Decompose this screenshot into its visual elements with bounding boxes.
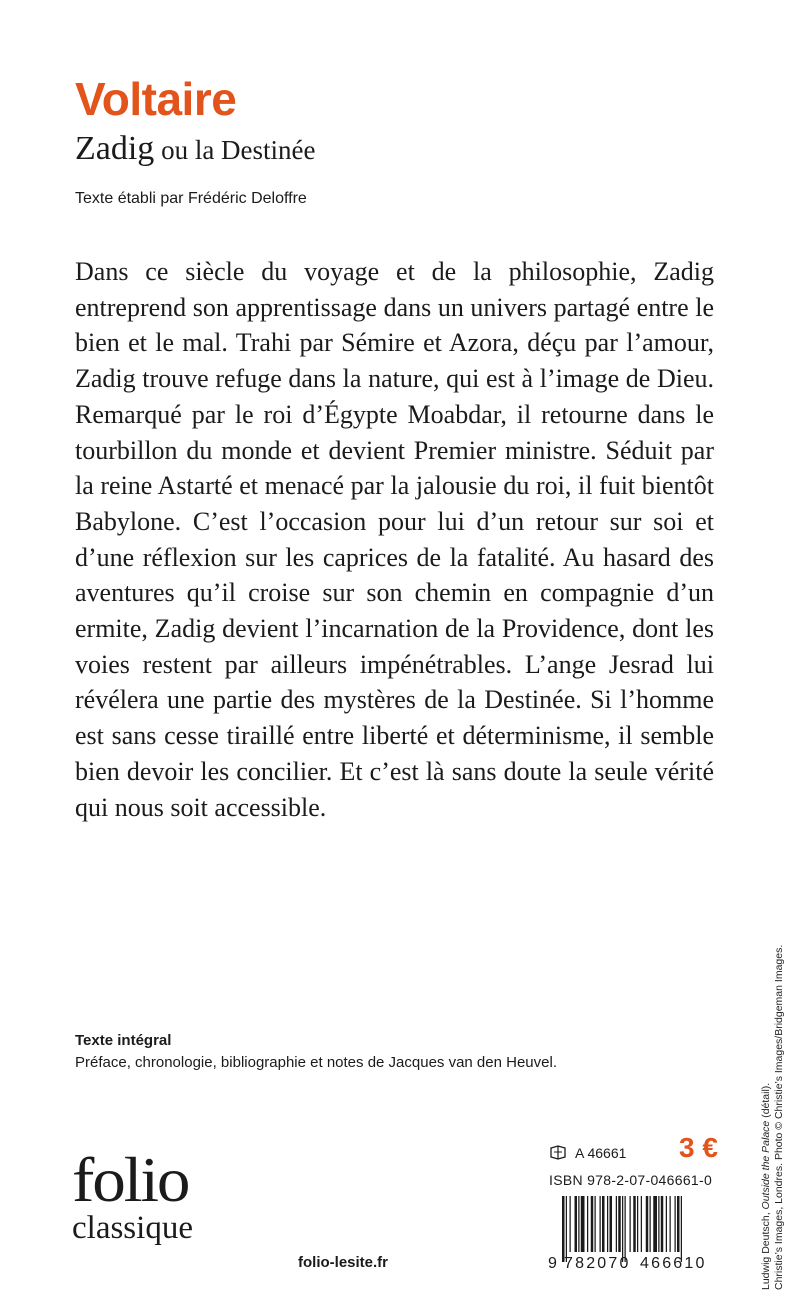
barcode-bar <box>675 1196 676 1252</box>
credit-line-1-italic: Outside the Palace <box>760 1120 772 1210</box>
barcode-bar <box>575 1196 578 1252</box>
image-credit <box>760 945 786 1290</box>
barcode-bar <box>646 1196 649 1252</box>
barcode-bar <box>670 1196 671 1252</box>
credit-line-1 <box>760 945 773 1290</box>
back-cover-blurb: Dans ce siècle du voyage et de la philosophie, Zadig entreprend son apprentissage dans un univers partagé entre le bien et le mal. Trahi par Sémire et Azora, déçu par l’amour, Zadig trouve refuge dans la nature, qui est à l’image de Dieu. Remarqué par le roi d’Égypte Moabdar, il retourne dans le tourbillon du monde et devient Premier ministre. Séduit par la reine Astarté et menacé par la jalousie du roi, il fuit bientôt Babylone. C’est l’occasion pour lui d’un retour sur soi et d’une réflexion sur les caprices de la fatalité. Au hasard des aventures qu’il croise sur son chemin en compagnie d’un ermite, Zadig devient l’incarnation de la Providence, dont les voies restent par ailleurs impénétrables. L’ange Jesrad lui révélera une partie des mystères de la Destinée. Si l’homme est sans cesse tiraillé entre liberté et déterminisme, il semble bien devoir les concilier. Et c’est là sans doute la seule vérité qui nous soit accessible. <box>75 257 714 822</box>
barcode-bar <box>677 1196 680 1252</box>
credit-line-1-a: Ludwig Deutsch, <box>760 1209 772 1290</box>
barcode-bar <box>658 1196 659 1252</box>
barcode-bars <box>562 1196 682 1262</box>
title-rest: ou la Destinée <box>154 135 316 165</box>
barcode-bar <box>591 1196 594 1252</box>
price: 3 € <box>679 1132 718 1163</box>
barcode-bar <box>681 1196 682 1262</box>
barcode-bar <box>618 1196 621 1252</box>
barcode-bar <box>610 1196 613 1252</box>
barcode-bar <box>661 1196 664 1252</box>
catalog-code: A 46661 <box>575 1145 627 1161</box>
barcode-bar <box>562 1196 565 1262</box>
catalog-code-row <box>549 1145 626 1161</box>
barcode-bar <box>622 1196 623 1262</box>
barcode-bar <box>666 1196 667 1252</box>
barcode-bar <box>578 1196 579 1252</box>
barcode-bar <box>637 1196 638 1252</box>
barcode-bar <box>625 1196 626 1262</box>
isbn: ISBN 978-2-07-046661-0 <box>549 1172 713 1188</box>
barcode-bar <box>581 1196 585 1252</box>
apparatus-line: Préface, chronologie, bibliographie et notes de Jacques van den Heuvel. <box>75 1054 557 1071</box>
title-main: Zadig <box>75 130 155 167</box>
barcode-bar <box>641 1196 642 1252</box>
barcode-bar <box>630 1196 631 1252</box>
isbn-barcode <box>548 1196 718 1272</box>
barcode-bar <box>633 1196 636 1252</box>
full-text-label: Texte intégral <box>75 1032 172 1049</box>
folio-classique-logo <box>72 1144 193 1248</box>
folio-book-symbol-icon <box>549 1145 567 1161</box>
barcode-bar <box>653 1196 657 1252</box>
credit-line-1-b: (détail). <box>760 1082 772 1121</box>
logo-sub: classique <box>72 1210 193 1246</box>
barcode-bar <box>600 1196 601 1252</box>
barcode-right-digits: 466610 <box>640 1255 707 1272</box>
author-name: Voltaire <box>75 73 237 125</box>
barcode-bar <box>650 1196 651 1252</box>
barcode-first-digit: 9 <box>548 1255 557 1272</box>
barcode-bar <box>566 1196 567 1262</box>
editor-line: Texte établi par Frédéric Deloffre <box>75 190 307 207</box>
website-link[interactable]: folio-lesite.fr <box>298 1254 389 1271</box>
logo-word: folio <box>72 1144 189 1215</box>
barcode-bar <box>602 1196 605 1252</box>
book-title <box>75 132 316 166</box>
barcode-bar <box>595 1196 596 1252</box>
barcode-bar <box>616 1196 617 1252</box>
barcode-left-digits: 782070 <box>564 1255 631 1272</box>
barcode-bar <box>587 1196 588 1252</box>
credit-line-2: Christie’s Images, Londres. Photo © Christie’s Images/Bridgeman Images. <box>773 944 785 1290</box>
barcode-bar <box>570 1196 571 1252</box>
barcode-bar <box>607 1196 608 1252</box>
